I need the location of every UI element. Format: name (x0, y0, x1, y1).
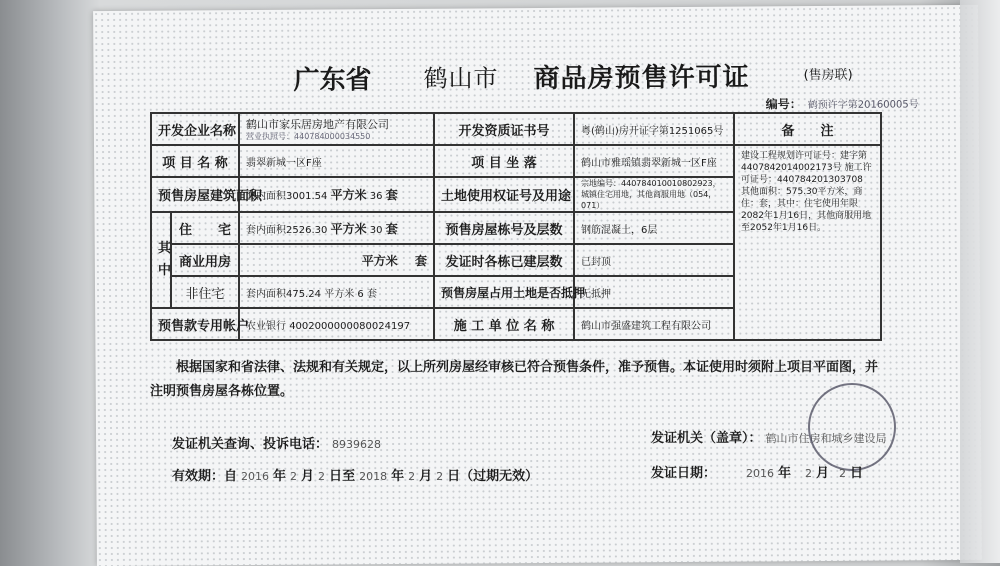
project-label: 项 目 名 称 (151, 145, 239, 177)
location-label: 项 目 坐 落 (434, 145, 574, 177)
day-char: 日 (447, 469, 461, 484)
commercial-label: 商业用房 (171, 244, 239, 276)
location-value: 鹤山市雅瑶镇翡翠新城一区F座 (574, 145, 734, 177)
day-char: 日 (329, 469, 343, 484)
nonres-count-unit: 套 (366, 288, 377, 300)
progress-label: 发证时各栋已建层数 (434, 244, 574, 276)
nonres-unit: 平方米 (324, 288, 355, 300)
developer-value (239, 113, 434, 145)
permit-table (150, 112, 882, 341)
background-edge (960, 0, 1000, 563)
area-count: 36 (369, 191, 383, 202)
approval-statement: 根据国家和省法律、法规和有关规定，以上所列房屋经审核已符合预售条件，准予预售。本证使用时须附上项目平面图，并注明预售房屋各栋位置。 (150, 360, 879, 399)
residential-unit: 平方米 (330, 221, 367, 236)
issue-date-line (651, 462, 863, 481)
remarks-text: 建设工程规划许可证号：建字第4407842014002173号 施工许可证号：440784201303708 其他面积：575.30平方米，商住：套，其中：住宅使用年限2082年1月16日，其他商服用地至2052年1月16日。 (734, 145, 881, 340)
area-unit: 平方米 (330, 188, 367, 202)
certificate-name: 商品房预售许可证 (533, 62, 750, 95)
complaint-line (172, 433, 385, 452)
complaint-phone: 8939628 (332, 438, 382, 451)
building-label: 预售房屋栋号及层数 (434, 212, 574, 244)
commercial-count-unit: 套 (415, 253, 428, 268)
among-label: 其中 (151, 212, 171, 308)
nonres-cell (239, 276, 434, 308)
valid-to-year: 2018 (359, 470, 388, 483)
month-char: 月 (816, 466, 830, 481)
commercial-cell (239, 244, 434, 276)
table-row (151, 113, 881, 145)
developer-label: 开发企业名称 (151, 113, 239, 145)
issue-day: 2 (839, 467, 847, 480)
mortgage-value: 无抵押 (574, 276, 734, 308)
validity-line (172, 465, 538, 484)
nonres-label: 非住宅 (171, 276, 239, 308)
official-seal-icon (808, 383, 896, 471)
issuer-label: 发证机关（盖章）： (651, 431, 762, 446)
contractor-label: 施 工 单 位 名 称 (434, 308, 574, 340)
project-value: 翡翠新城一区F座 (239, 145, 434, 177)
building-value: 钢筋混凝土，6层 (574, 212, 734, 244)
day-char: 日 (850, 466, 864, 481)
area-cell (239, 177, 434, 212)
land-label: 土地使用权证号及用途 (434, 177, 574, 212)
residential-cell (239, 212, 434, 244)
certificate-title (293, 55, 913, 99)
valid-to-day: 2 (436, 470, 444, 483)
progress-value: 已封顶 (574, 244, 734, 276)
issue-month: 2 (805, 467, 813, 480)
month-char: 月 (419, 469, 433, 484)
valid-from-year: 2016 (241, 470, 270, 483)
province-label: 广东省 (293, 65, 372, 96)
month-char: 月 (301, 469, 315, 484)
qualification-value: 粤(鹤山)房开证字第1251065号 (574, 113, 734, 145)
issuer-name: 鹤山市住房和城乡建设局 (765, 432, 887, 445)
nonres-count: 6 (357, 288, 364, 300)
land-value: 宗地编号：440784010010802923，城镇住宅用地，其他商服用地（054，071） (574, 177, 734, 212)
year-char: 年 (273, 469, 287, 484)
account-value: 农业银行 4002000000080024197 (239, 308, 434, 340)
contractor-value: 鹤山市强盛建筑工程有限公司 (574, 308, 881, 340)
residential-count-unit: 套 (385, 221, 398, 236)
residential-value: 套内面积2526.30 (246, 224, 328, 236)
area-value: 套内面积3001.54 (246, 191, 328, 202)
complaint-label: 发证机关查询、投诉电话： (172, 437, 329, 452)
issue-date-label: 发证日期： (651, 466, 717, 481)
copy-type-label: (售房联) (803, 67, 853, 84)
mortgage-label: 预售房屋占用土地是否抵押 (434, 276, 574, 308)
serial-number (766, 94, 919, 112)
table-row (151, 308, 881, 340)
year-char: 年 (778, 466, 792, 481)
serial-label: 编号： (765, 97, 802, 112)
developer-license: 营业执照号：440784000034550 (246, 132, 371, 141)
area-count-unit: 套 (385, 188, 398, 202)
valid-to-label: 至 (342, 469, 356, 484)
commercial-unit: 平方米 (361, 253, 398, 268)
account-label: 预售款专用帐户 (151, 308, 239, 340)
year-char: 年 (391, 469, 405, 484)
validity-label: 有效期：自 (172, 469, 238, 484)
expired-note: （过期无效） (460, 469, 539, 484)
qualification-label: 开发资质证书号 (434, 113, 574, 145)
residential-label: 住 宅 (171, 212, 239, 244)
area-label: 预售房屋建筑面积 (151, 177, 239, 212)
valid-to-month: 2 (408, 470, 416, 483)
table-row (151, 145, 881, 177)
city-label: 鹤山市 (423, 64, 499, 93)
valid-from-month: 2 (290, 470, 298, 483)
serial-value: 鹤预许字第20160005号 (807, 99, 919, 112)
nonres-value: 套内面积475.24 (246, 288, 322, 300)
developer-name: 鹤山市家乐居房地产有限公司 (246, 118, 390, 131)
remarks-label: 备 注 (734, 113, 881, 145)
issue-year: 2016 (746, 467, 775, 480)
residential-count: 30 (369, 224, 383, 236)
valid-from-day: 2 (318, 470, 326, 483)
